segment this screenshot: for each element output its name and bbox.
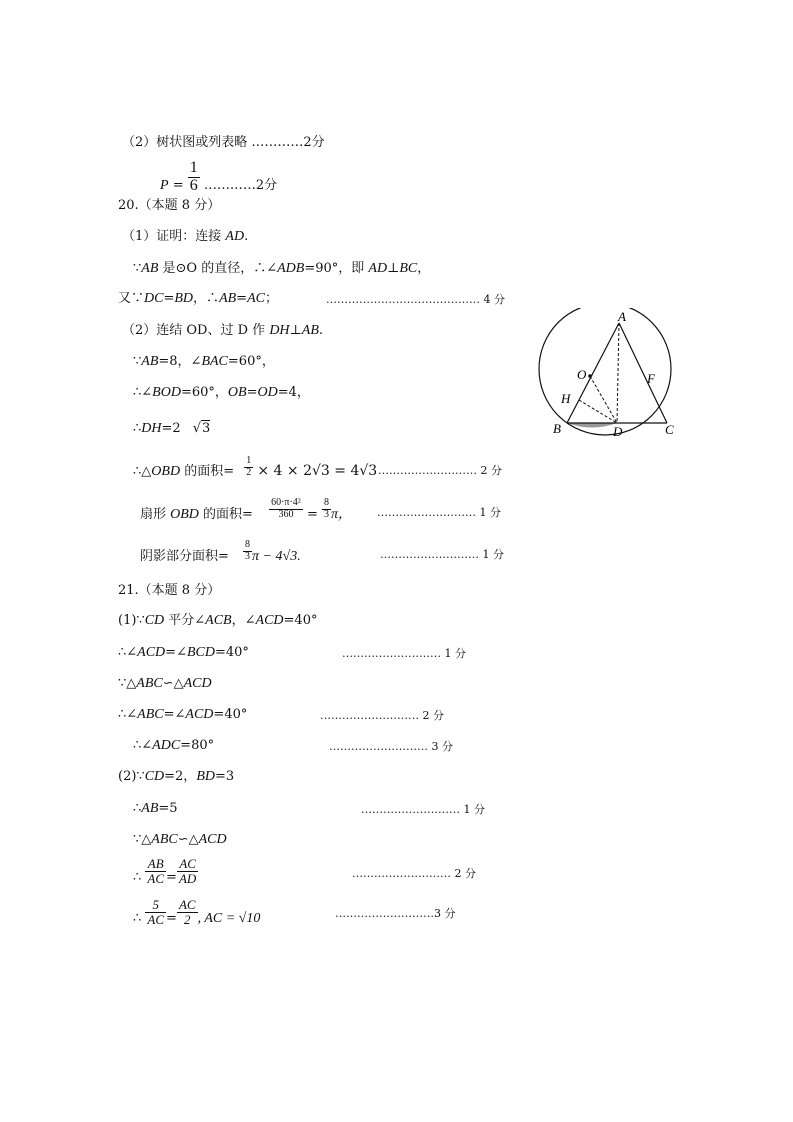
t: . xyxy=(318,323,324,338)
t: AB xyxy=(141,261,159,276)
t: ACD xyxy=(198,832,227,847)
t: ACB xyxy=(205,613,232,628)
t: ⊥ xyxy=(289,323,302,338)
q20-score-1b: ……………………… 1 分 xyxy=(380,548,504,561)
t: ∴ xyxy=(133,801,142,816)
t: =2 xyxy=(161,421,181,436)
t: DC xyxy=(144,291,164,306)
solve-fraction-2 xyxy=(177,898,198,926)
q21-line7 xyxy=(133,800,178,818)
t: ACD xyxy=(183,676,212,691)
t: ADB xyxy=(277,261,305,276)
q21-solve-line xyxy=(133,898,260,934)
segment-dh xyxy=(579,400,617,423)
t: ∴△ xyxy=(133,463,152,479)
t: 的面积= xyxy=(180,463,235,479)
label-d: D xyxy=(613,424,623,439)
t: ∴∠ xyxy=(118,707,138,722)
t: =∠ xyxy=(165,645,187,660)
t: = xyxy=(236,291,248,306)
t: = xyxy=(163,291,175,306)
q21-score-2a: ……………………… 2 分 xyxy=(320,709,444,722)
t: ⊥ xyxy=(387,261,400,276)
q21-line2 xyxy=(118,644,249,662)
t: 又∵ xyxy=(118,291,145,306)
t: ∽△ xyxy=(162,676,184,691)
t: =8，∠ xyxy=(158,354,202,369)
t: AB xyxy=(301,323,319,338)
segment-ad xyxy=(617,323,619,423)
t: ∴∠ xyxy=(118,645,138,660)
t: BOD xyxy=(152,385,181,400)
t: ABC xyxy=(136,676,163,691)
t: BC xyxy=(399,261,418,276)
t: ∽△ xyxy=(177,832,199,847)
t: BD xyxy=(196,769,215,784)
t: =40° xyxy=(283,613,318,628)
q21-score-1a: ……………………… 1 分 xyxy=(342,647,466,660)
solve-fraction-1 xyxy=(145,898,166,926)
t: OBD xyxy=(151,463,181,479)
t: ∴ xyxy=(133,421,142,436)
q21-title: 21.（本题 8 分） xyxy=(118,583,221,598)
t: BAC xyxy=(201,354,228,369)
t: ∵△ xyxy=(133,832,152,847)
q21-score-3b: ………………………3 分 xyxy=(335,907,456,920)
t: AB xyxy=(141,801,159,816)
q20-score-2: ……………………… 2 分 xyxy=(378,464,502,477)
t: =∠ xyxy=(163,707,186,722)
q19-part2-line: （2）树状图或列表略 …………2分 xyxy=(122,135,325,150)
t: 1 xyxy=(246,455,252,466)
geometry-figure xyxy=(520,308,690,443)
t: ABC xyxy=(137,707,164,722)
t: BCD xyxy=(186,645,215,660)
t: OBD xyxy=(170,506,199,522)
q21-line8 xyxy=(133,831,227,849)
q21-line1 xyxy=(118,612,317,630)
t: × 4 × 2√3 = 4√3 xyxy=(257,462,378,479)
q20-p1-var: AD xyxy=(225,229,245,244)
t: CD xyxy=(144,769,165,784)
t: OD xyxy=(257,385,278,400)
t: 2 xyxy=(184,911,191,927)
q20-p1-text: （1）证明：连接 xyxy=(122,229,226,244)
t: =3 xyxy=(214,769,235,784)
eight-thirds-fraction xyxy=(322,498,331,520)
t: = xyxy=(306,506,318,522)
q19-probability-line xyxy=(160,160,277,200)
t: AC xyxy=(147,870,165,886)
t: = xyxy=(246,385,258,400)
t: 3 xyxy=(324,508,329,520)
q20-line-equal xyxy=(118,290,278,308)
t: 是⊙O 的直径，∴∠ xyxy=(158,261,278,276)
q21-line5 xyxy=(133,737,214,755)
sector-fraction xyxy=(269,498,303,520)
t: 8 xyxy=(324,497,329,508)
prob-den: 6 xyxy=(189,176,198,194)
t: AC xyxy=(147,911,165,927)
t: =2， xyxy=(164,769,197,784)
q20-part2-heading xyxy=(122,322,323,340)
q21-line6 xyxy=(118,768,234,786)
label-o: O xyxy=(577,367,587,382)
prob-eq: = xyxy=(172,177,184,193)
label-c: C xyxy=(665,422,674,437)
t: ACD xyxy=(137,645,166,660)
q21-score-1b: ……………………… 1 分 xyxy=(361,803,485,816)
q21-line4 xyxy=(118,706,247,724)
t: ∵ xyxy=(133,354,142,369)
t: =80° xyxy=(180,738,215,753)
prob-fraction xyxy=(188,160,200,195)
t: ACD xyxy=(255,613,284,628)
t: π， xyxy=(331,506,353,522)
t: ，∴ xyxy=(193,291,220,306)
segment-od xyxy=(590,376,617,423)
q20-triangle-area-line xyxy=(133,456,377,486)
t: = xyxy=(166,910,177,926)
t: , AC = √10 xyxy=(197,910,261,926)
t: ∵△ xyxy=(118,676,137,691)
t: = xyxy=(166,869,177,885)
t: =90°，即 xyxy=(304,261,369,276)
t: AC xyxy=(177,857,198,872)
t: （2）连结 OD、过 D 作 xyxy=(122,323,270,338)
q20-angle-line xyxy=(133,384,310,402)
q21-line3 xyxy=(118,675,212,693)
t: =60°， xyxy=(227,354,275,369)
q20-dh-line xyxy=(133,420,210,438)
t: ACD xyxy=(185,707,214,722)
side-ac xyxy=(619,323,667,423)
q20-part1-heading xyxy=(122,228,248,246)
t: 360 xyxy=(278,508,294,520)
q20-sector-area-line xyxy=(140,498,352,530)
t: ，∠ xyxy=(231,613,256,628)
t: OB xyxy=(227,385,247,400)
t: BD xyxy=(174,291,194,306)
prob-var: P xyxy=(160,177,169,193)
t: AB xyxy=(141,354,159,369)
t: =4， xyxy=(277,385,310,400)
prob-score: …………2分 xyxy=(203,177,278,193)
t: =40° xyxy=(213,707,248,722)
q20-p1-end: . xyxy=(244,229,249,244)
t: ∴∠ xyxy=(133,738,153,753)
t: ∵ xyxy=(133,261,142,276)
shaded-segment xyxy=(567,423,617,428)
t: ADC xyxy=(152,738,181,753)
t: 的面积= xyxy=(198,506,253,522)
q20-given-line xyxy=(133,353,275,371)
t: 3 xyxy=(201,421,211,436)
t: =40° xyxy=(214,645,249,660)
q20-title: 20.（本题 8 分） xyxy=(118,198,221,213)
t: 阴影部分面积= xyxy=(140,548,229,564)
t: 8 xyxy=(245,539,251,550)
t: DH xyxy=(141,421,162,436)
q20-score-1a: ……………………… 1 分 xyxy=(377,506,501,519)
t: (2)∵ xyxy=(118,769,145,784)
prob-num: 1 xyxy=(189,159,198,176)
t: ， xyxy=(417,261,431,276)
t: 平分∠ xyxy=(164,613,206,628)
q21-ratio-line xyxy=(133,857,198,893)
label-b: B xyxy=(553,421,561,436)
t: ∴ xyxy=(133,869,142,885)
t: =60°， xyxy=(180,385,228,400)
label-a: A xyxy=(618,309,626,324)
t: AB xyxy=(145,857,166,872)
t: 2 xyxy=(246,466,252,478)
q20-score-4: …………………………………… 4 分 xyxy=(326,293,505,306)
t: =5 xyxy=(158,801,178,816)
t: DH xyxy=(269,323,290,338)
t: ABC xyxy=(151,832,178,847)
t: 3 xyxy=(245,550,251,562)
t: 扇形 xyxy=(140,506,171,522)
shaded-fraction xyxy=(243,540,252,562)
q21-score-2b: ……………………… 2 分 xyxy=(352,867,476,880)
t: AB xyxy=(219,291,237,306)
t: AC xyxy=(247,291,265,306)
t: CD xyxy=(144,613,165,628)
q20-shaded-area-line xyxy=(140,540,301,572)
t: AD xyxy=(368,261,388,276)
t: √ xyxy=(192,421,201,436)
label-h: H xyxy=(561,391,571,406)
t: ； xyxy=(264,291,278,306)
t: 5 xyxy=(145,898,166,913)
t: (1)∵ xyxy=(118,613,145,628)
center-dot xyxy=(588,374,592,378)
t: AD xyxy=(178,870,197,886)
t: 60·π·4² xyxy=(271,497,301,508)
t: π − 4√3. xyxy=(252,548,301,564)
t: ∴∠ xyxy=(133,385,153,400)
label-f: F xyxy=(647,371,655,386)
half-fraction xyxy=(244,456,253,478)
q21-score-3a: ……………………… 3 分 xyxy=(329,740,453,753)
q20-line-diameter xyxy=(133,260,430,278)
ratio-fraction-2 xyxy=(177,857,198,885)
t: ∴ xyxy=(133,910,142,926)
ratio-fraction-1 xyxy=(145,857,166,885)
t: AC xyxy=(178,897,196,912)
